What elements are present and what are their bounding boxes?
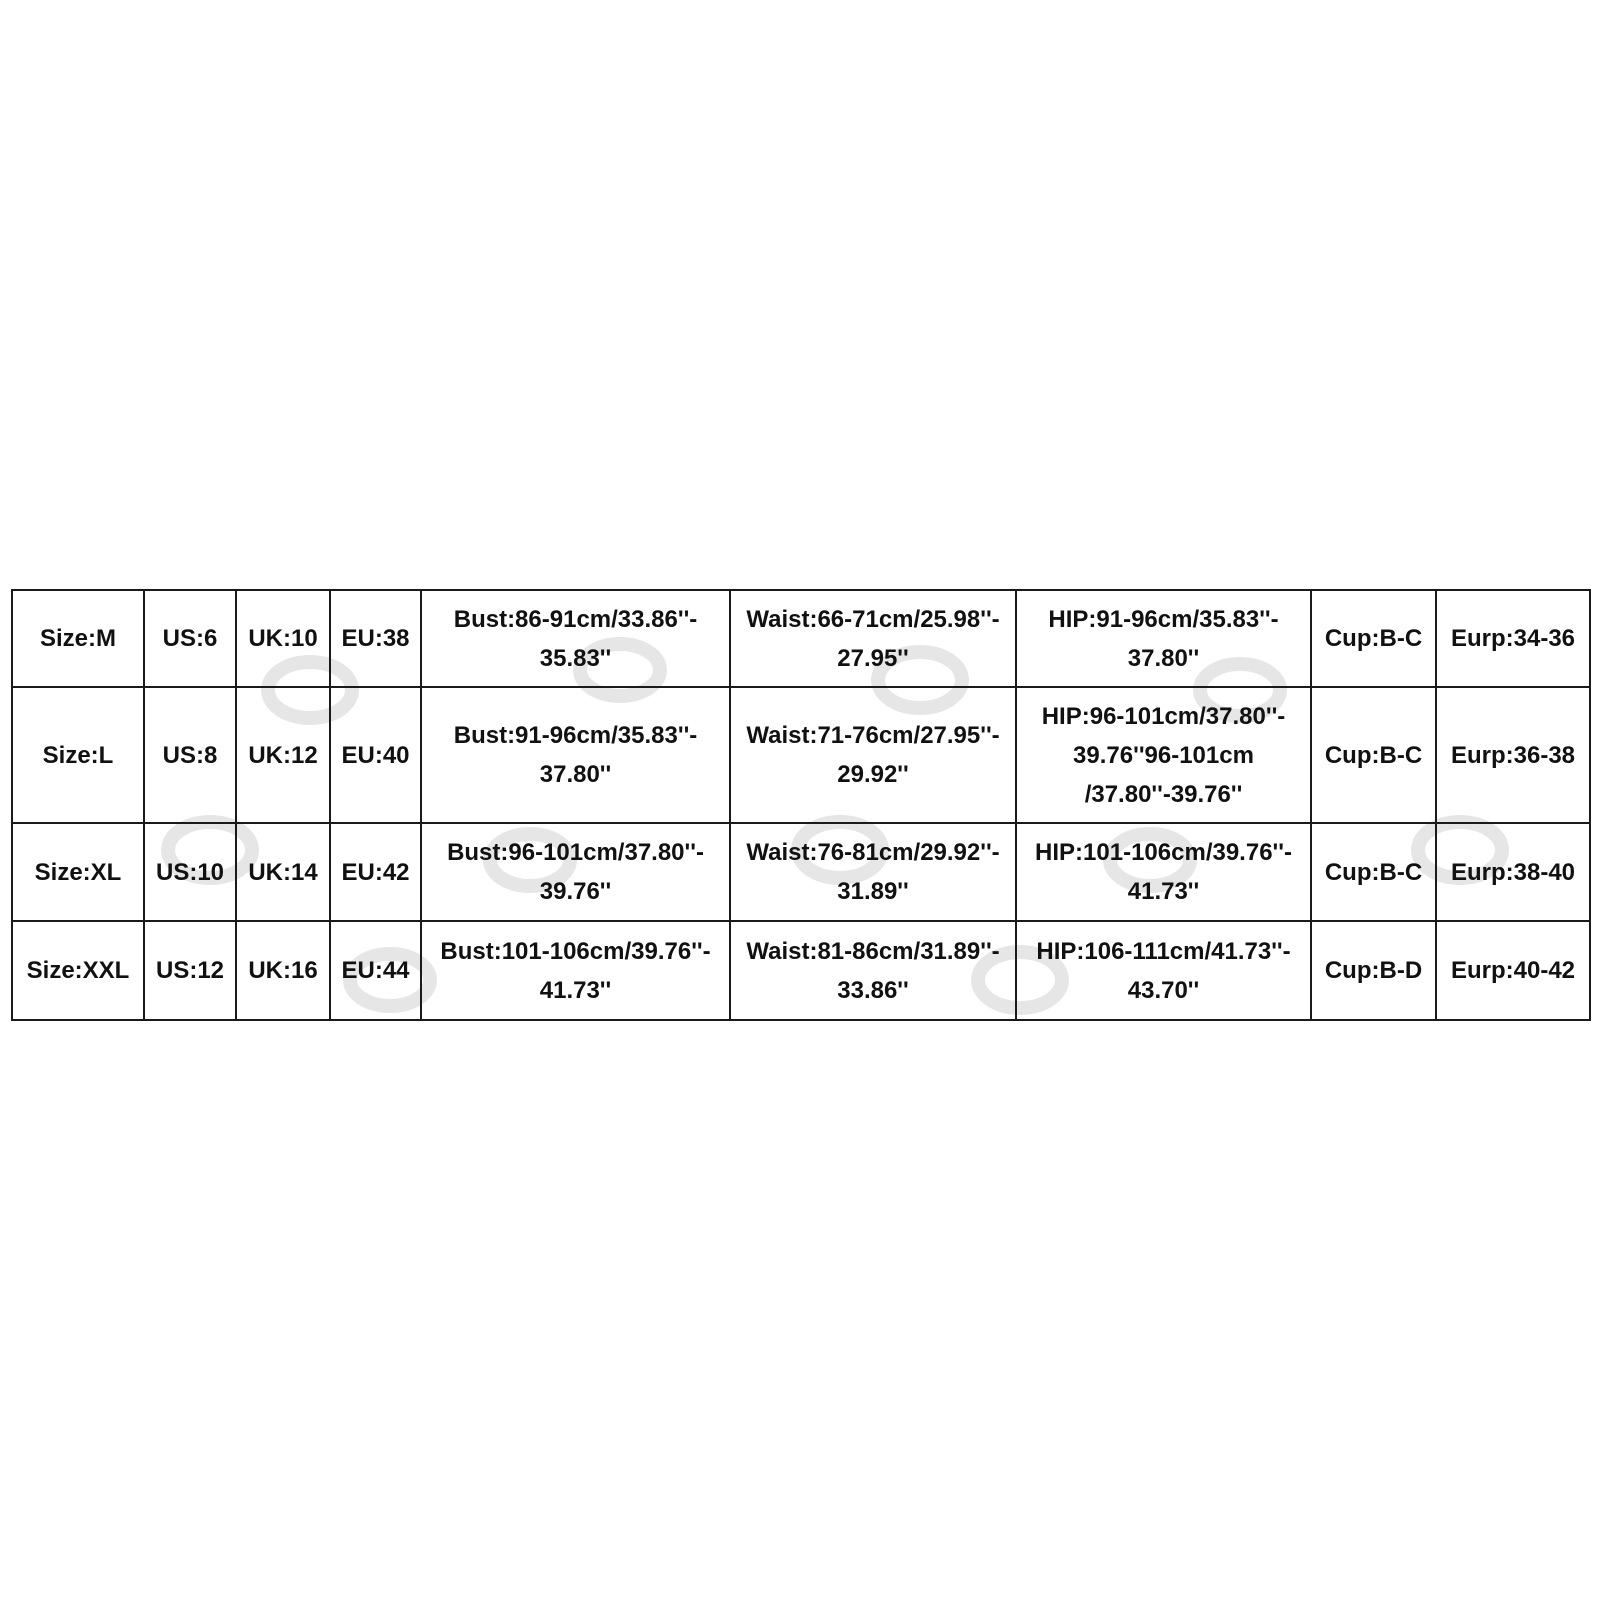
table-row bbox=[12, 823, 1590, 921]
bust-cell: Bust:101-106cm/39.76''- 41.73'' bbox=[421, 921, 730, 1020]
eurp-cell: Eurp:38-40 bbox=[1436, 823, 1590, 921]
size-cell: Size:L bbox=[12, 687, 144, 823]
hip-cell: HIP:101-106cm/39.76''- 41.73'' bbox=[1016, 823, 1311, 921]
cup-cell: Cup:B-C bbox=[1311, 590, 1436, 687]
hip-cell: HIP:91-96cm/35.83''- 37.80'' bbox=[1016, 590, 1311, 687]
eu-size-cell: EU:38 bbox=[330, 590, 421, 687]
size-chart-table bbox=[11, 589, 1591, 1021]
uk-size-cell: UK:10 bbox=[236, 590, 330, 687]
us-size-cell: US:8 bbox=[144, 687, 236, 823]
eurp-cell: Eurp:40-42 bbox=[1436, 921, 1590, 1020]
hip-cell: HIP:106-111cm/41.73''- 43.70'' bbox=[1016, 921, 1311, 1020]
bust-cell: Bust:96-101cm/37.80''- 39.76'' bbox=[421, 823, 730, 921]
table-row bbox=[12, 921, 1590, 1020]
uk-size-cell: UK:12 bbox=[236, 687, 330, 823]
cup-cell: Cup:B-C bbox=[1311, 823, 1436, 921]
us-size-cell: US:6 bbox=[144, 590, 236, 687]
us-size-cell: US:12 bbox=[144, 921, 236, 1020]
waist-cell: Waist:81-86cm/31.89''- 33.86'' bbox=[730, 921, 1016, 1020]
eu-size-cell: EU:44 bbox=[330, 921, 421, 1020]
waist-cell: Waist:71-76cm/27.95''- 29.92'' bbox=[730, 687, 1016, 823]
cup-cell: Cup:B-C bbox=[1311, 687, 1436, 823]
eurp-cell: Eurp:34-36 bbox=[1436, 590, 1590, 687]
cup-cell: Cup:B-D bbox=[1311, 921, 1436, 1020]
size-cell: Size:M bbox=[12, 590, 144, 687]
waist-cell: Waist:76-81cm/29.92''- 31.89'' bbox=[730, 823, 1016, 921]
bust-cell: Bust:86-91cm/33.86''- 35.83'' bbox=[421, 590, 730, 687]
bust-cell: Bust:91-96cm/35.83''- 37.80'' bbox=[421, 687, 730, 823]
eu-size-cell: EU:42 bbox=[330, 823, 421, 921]
us-size-cell: US:10 bbox=[144, 823, 236, 921]
waist-cell: Waist:66-71cm/25.98''- 27.95'' bbox=[730, 590, 1016, 687]
hip-cell: HIP:96-101cm/37.80''- 39.76''96-101cm /37.80''-39.76'' bbox=[1016, 687, 1311, 823]
table-row bbox=[12, 687, 1590, 823]
table-row bbox=[12, 590, 1590, 687]
uk-size-cell: UK:16 bbox=[236, 921, 330, 1020]
size-cell: Size:XXL bbox=[12, 921, 144, 1020]
uk-size-cell: UK:14 bbox=[236, 823, 330, 921]
eu-size-cell: EU:40 bbox=[330, 687, 421, 823]
size-cell: Size:XL bbox=[12, 823, 144, 921]
eurp-cell: Eurp:36-38 bbox=[1436, 687, 1590, 823]
